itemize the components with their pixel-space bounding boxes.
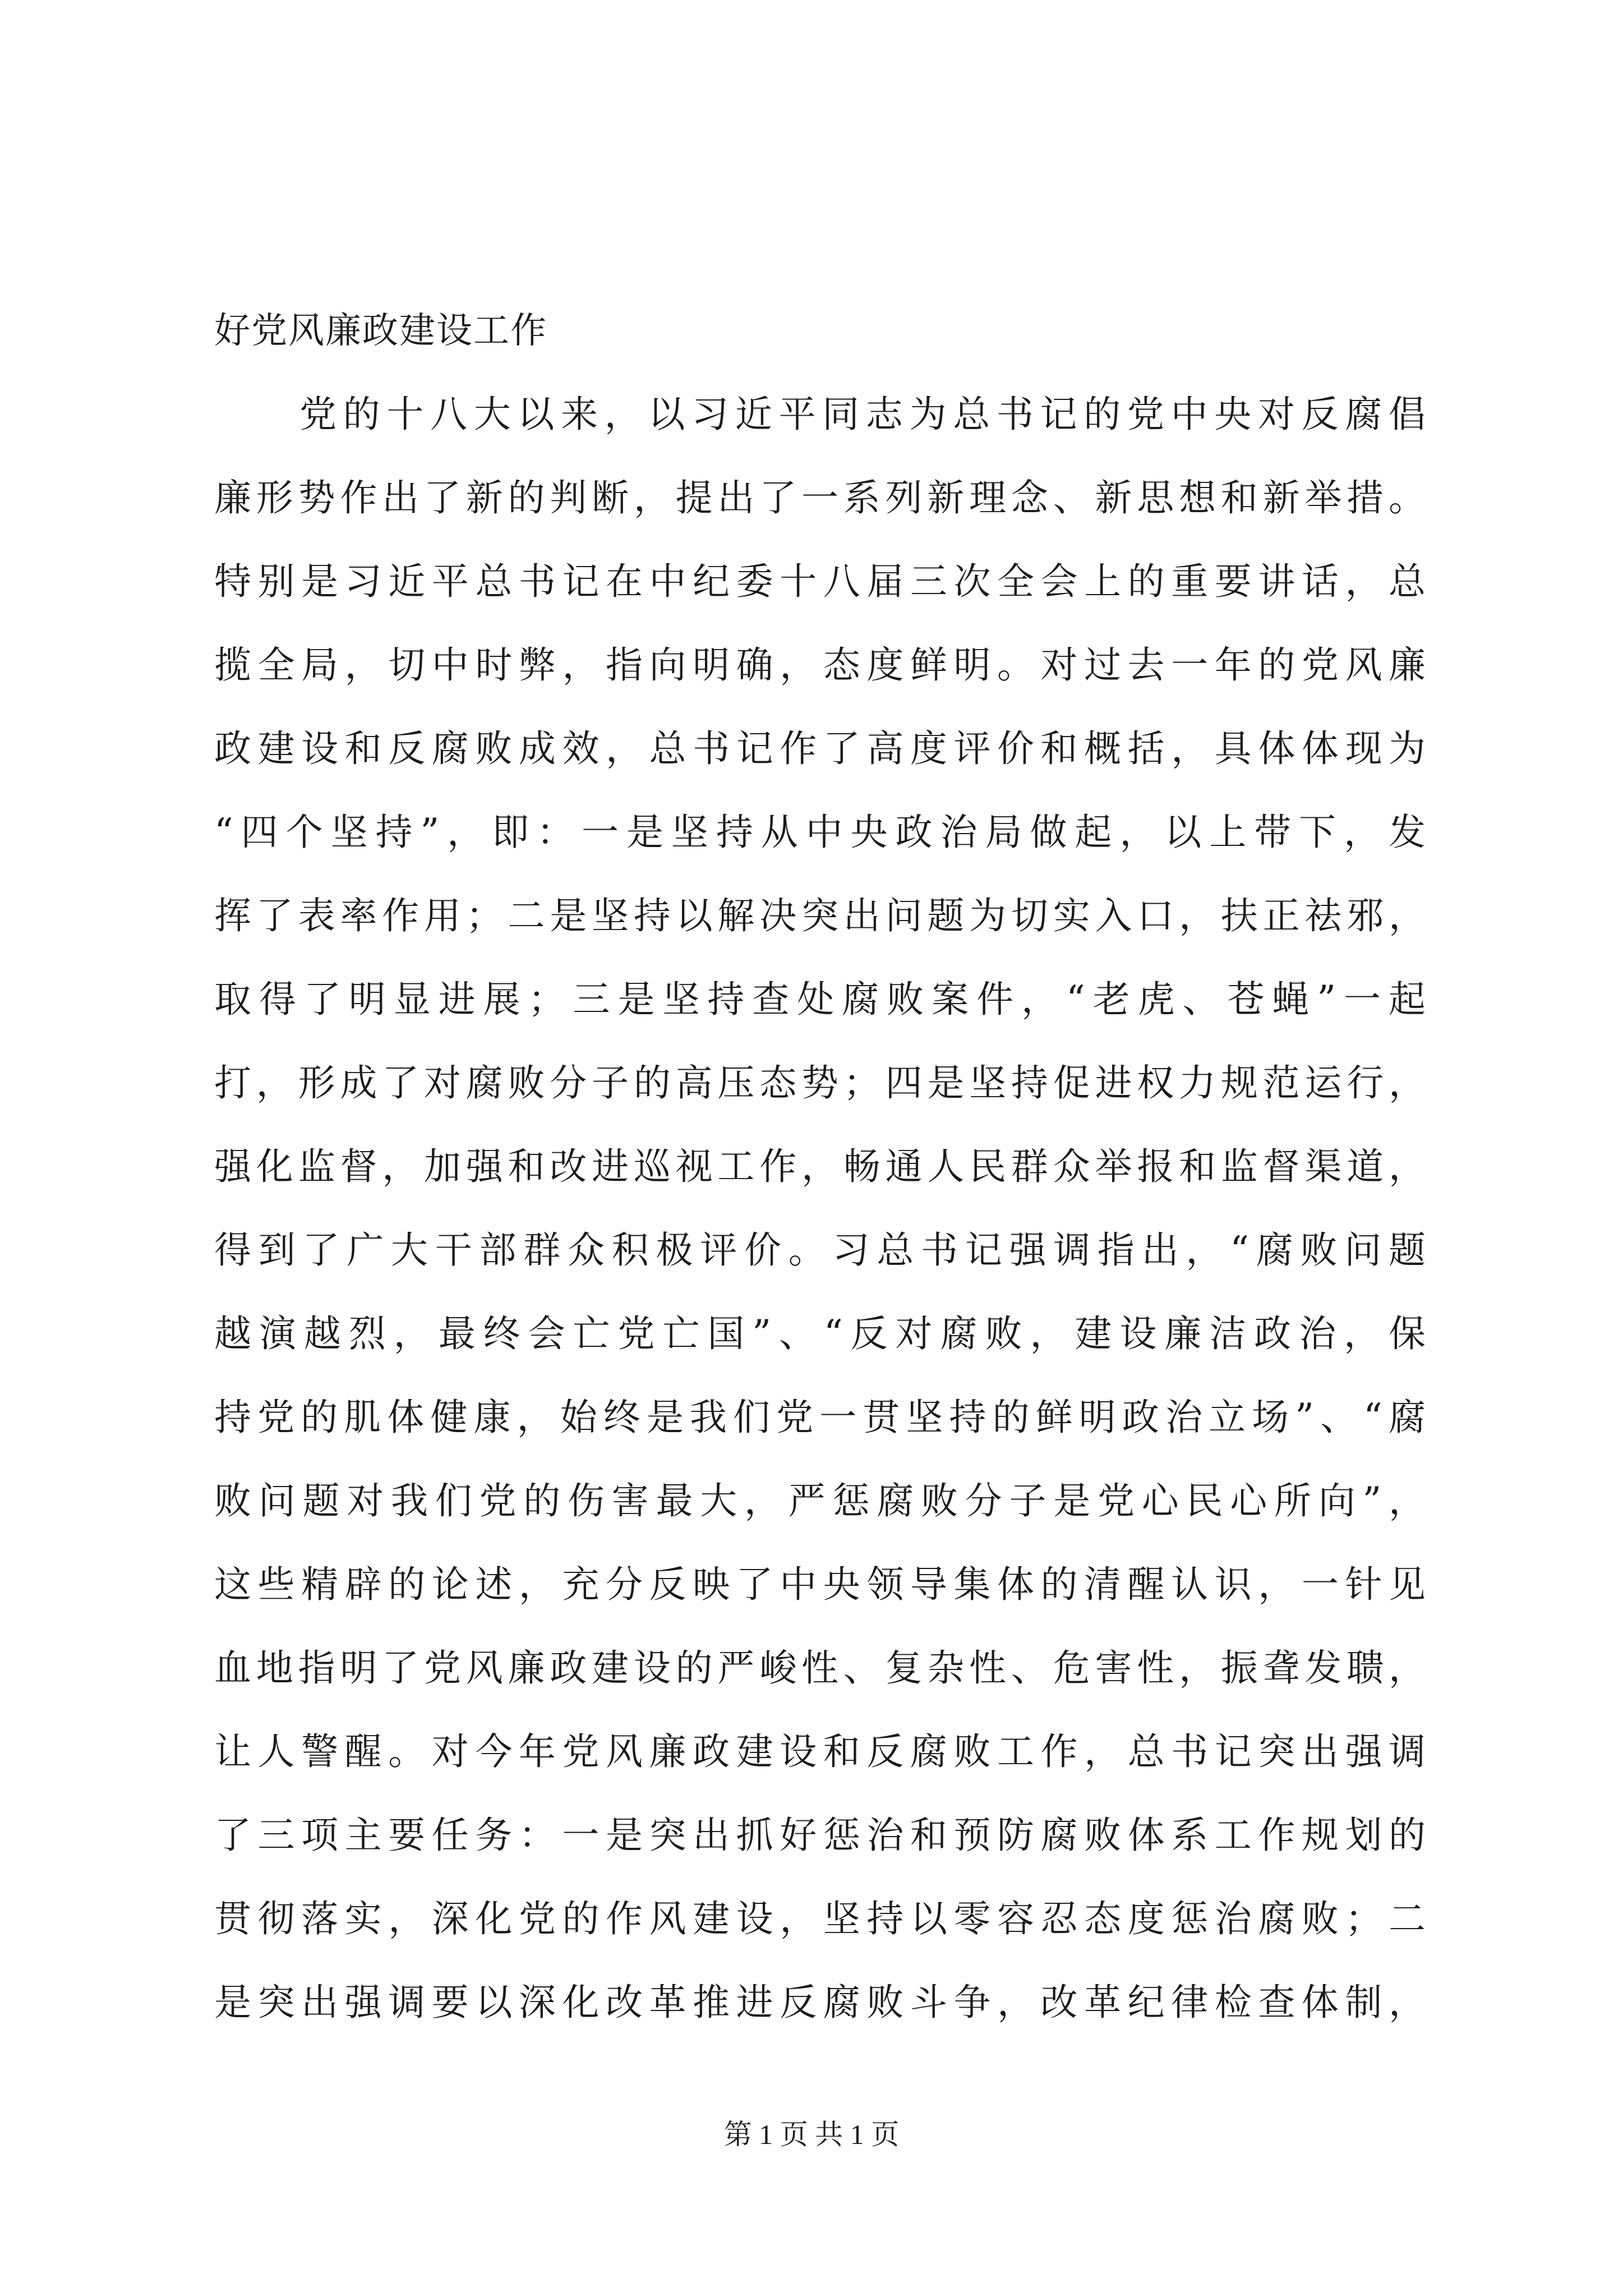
paragraph-line-8: 取得了明显进展；三是坚持查处腐败案件，“老虎、苍蝇”一起 xyxy=(214,978,1426,1021)
document-body xyxy=(214,306,1426,2028)
paragraph-line-11: 得到了广大干部群众积极评价。习总书记强调指出，“腐败问题 xyxy=(214,1228,1426,1272)
paragraph-line-19: 贯彻落实，深化党的作风建设，坚持以零容忍态度惩治腐败；二 xyxy=(214,1897,1426,1940)
paragraph-line-5: 政建设和反腐败成效，总书记作了高度评价和概括，具体体现为 xyxy=(214,727,1426,770)
paragraph-line-20: 是突出强调要以深化改革推进反腐败斗争，改革纪律检查体制， xyxy=(214,1981,1426,2024)
paragraph-line-9: 打，形成了对腐败分子的高压态势；四是坚持促进权力规范运行， xyxy=(214,1061,1426,1105)
paragraph-line-16: 血地指明了党风廉政建设的严峻性、复杂性、危害性，振聋发聩， xyxy=(214,1646,1426,1690)
document-heading: 好党风廉政建设工作 xyxy=(214,310,547,352)
paragraph-line-18: 了三项主要任务：一是突出抓好惩治和预防腐败体系工作规划的 xyxy=(214,1814,1426,1857)
paragraph-line-17: 让人警醒。对今年党风廉政建设和反腐败工作，总书记突出强调 xyxy=(214,1730,1426,1773)
paragraph-line-13: 持党的肌体健康，始终是我们党一贯坚持的鲜明政治立场”、“腐 xyxy=(214,1396,1426,1439)
paragraph-line-10: 强化监督，加强和改进巡视工作，畅通人民群众举报和监督渠道， xyxy=(214,1145,1426,1188)
paragraph-line-3: 特别是习近平总书记在中纪委十八届三次全会上的重要讲话，总 xyxy=(214,560,1426,603)
paragraph-line-2: 廉形势作出了新的判断，提出了一系列新理念、新思想和新举措。 xyxy=(214,476,1426,519)
paragraph-line-4: 揽全局，切中时弊，指向明确，态度鲜明。对过去一年的党风廉 xyxy=(214,643,1426,687)
paragraph-line-15: 这些精辟的论述，充分反映了中央领导集体的清醒认识，一针见 xyxy=(214,1563,1426,1606)
paragraph-line-6: “四个坚持”，即：一是坚持从中央政治局做起，以上带下，发 xyxy=(214,811,1426,854)
paragraph-line-12: 越演越烈，最终会亡党亡国”、“反对腐败，建设廉洁政治，保 xyxy=(214,1312,1426,1355)
paragraph-line-14: 败问题对我们党的伤害最大，严惩腐败分子是党心民心所向”， xyxy=(214,1479,1426,1522)
page-number-footer: 第 1 页 共 1 页 xyxy=(723,2119,900,2150)
paragraph-line-7: 挥了表率作用；二是坚持以解决突出问题为切实入口，扶正祛邪， xyxy=(214,894,1426,937)
paragraph-line-1: 党的十八大以来，以习近平同志为总书记的党中央对反腐倡 xyxy=(299,393,1426,436)
